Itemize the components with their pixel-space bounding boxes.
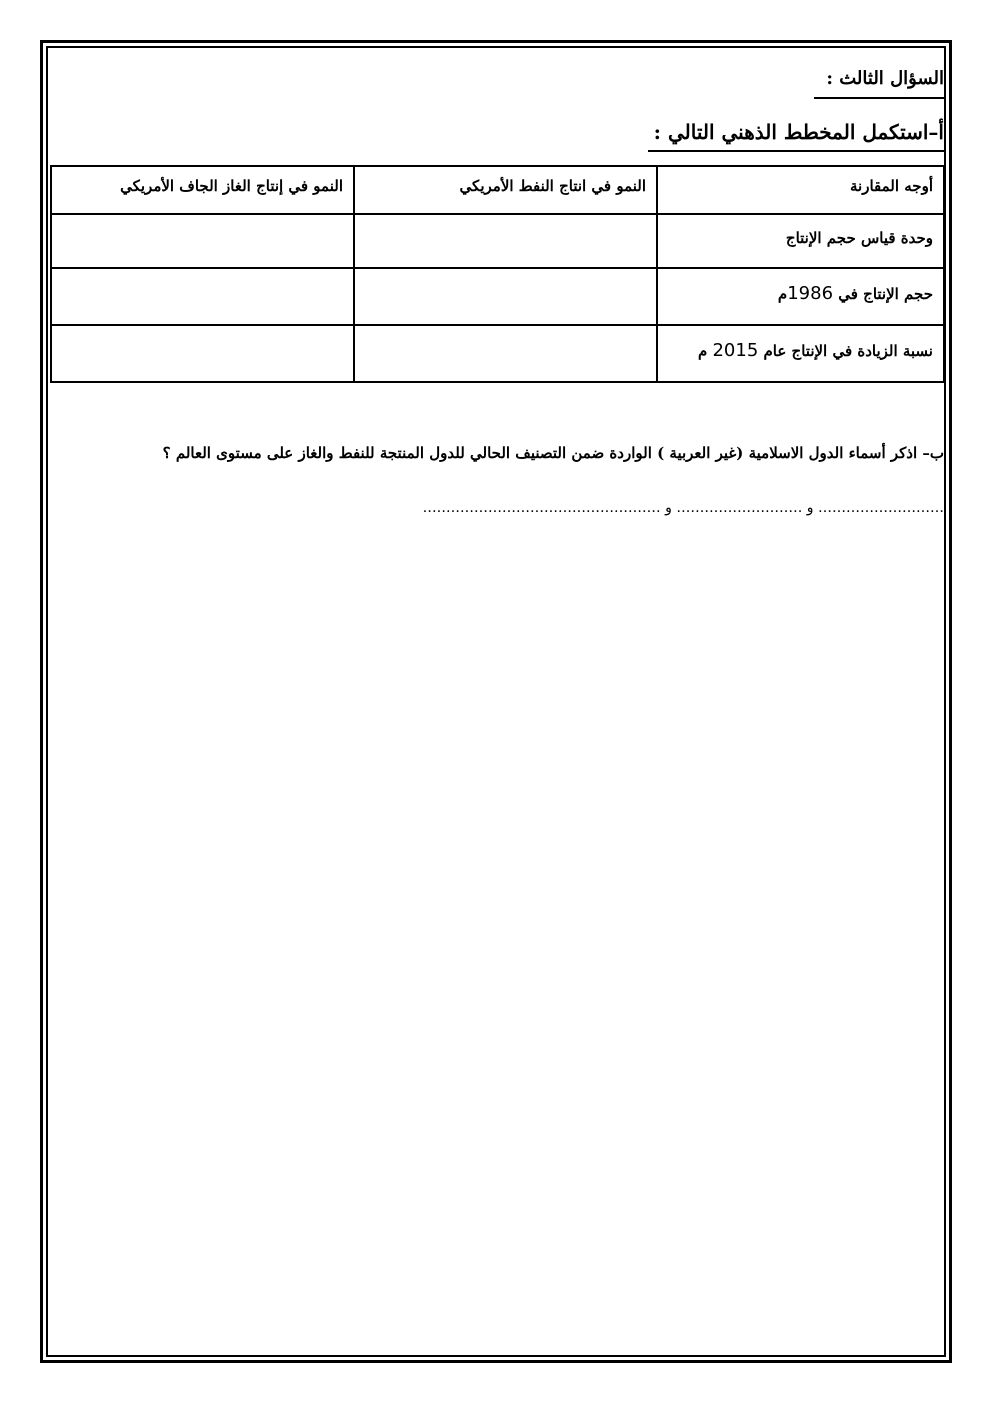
row-label-suffix: م [697, 341, 713, 360]
row-label-text: حجم الإنتاج في [833, 284, 933, 303]
answer-cell-oil-1986[interactable] [354, 268, 657, 325]
comparison-table [50, 165, 945, 383]
header-comparison-aspects: أوجه المقارنة [657, 166, 944, 214]
part-b-question: ب– اذكر أسماء الدول الاسلامية (غير العربية ) الواردة ضمن التصنيف الحالي للدول المنتجة للنفط والغاز على مستوى العالم ؟ [162, 444, 944, 462]
row-label-text: نسبة الزيادة في الإنتاج عام [758, 341, 933, 360]
year-value: 2015 [712, 339, 759, 361]
row-label-unit: وحدة قياس حجم الإنتاج [657, 214, 944, 267]
answer-cell-oil-unit[interactable] [354, 214, 657, 267]
part-b-answer-line[interactable]: ……………………… و ……………………… و …………………………………………… [422, 500, 944, 516]
question-title: السؤال الثالث : [814, 68, 944, 99]
table-row [51, 325, 944, 382]
row-label-volume-1986 [657, 268, 944, 325]
answer-cell-gas-1986[interactable] [51, 268, 354, 325]
answer-cell-gas-unit[interactable] [51, 214, 354, 267]
table-row [51, 268, 944, 325]
row-label-suffix: م [777, 284, 788, 303]
table-header-row [51, 166, 944, 214]
header-gas-growth: النمو في إنتاج الغاز الجاف الأمريكي [51, 166, 354, 214]
part-a-heading: أ–استكمل المخطط الذهني التالي : [648, 120, 944, 152]
answer-cell-oil-2015[interactable] [354, 325, 657, 382]
row-label-increase-2015 [657, 325, 944, 382]
table-row [51, 214, 944, 267]
header-oil-growth: النمو في انتاج النفط الأمريكي [354, 166, 657, 214]
year-value: 1986 [787, 282, 834, 304]
answer-cell-gas-2015[interactable] [51, 325, 354, 382]
